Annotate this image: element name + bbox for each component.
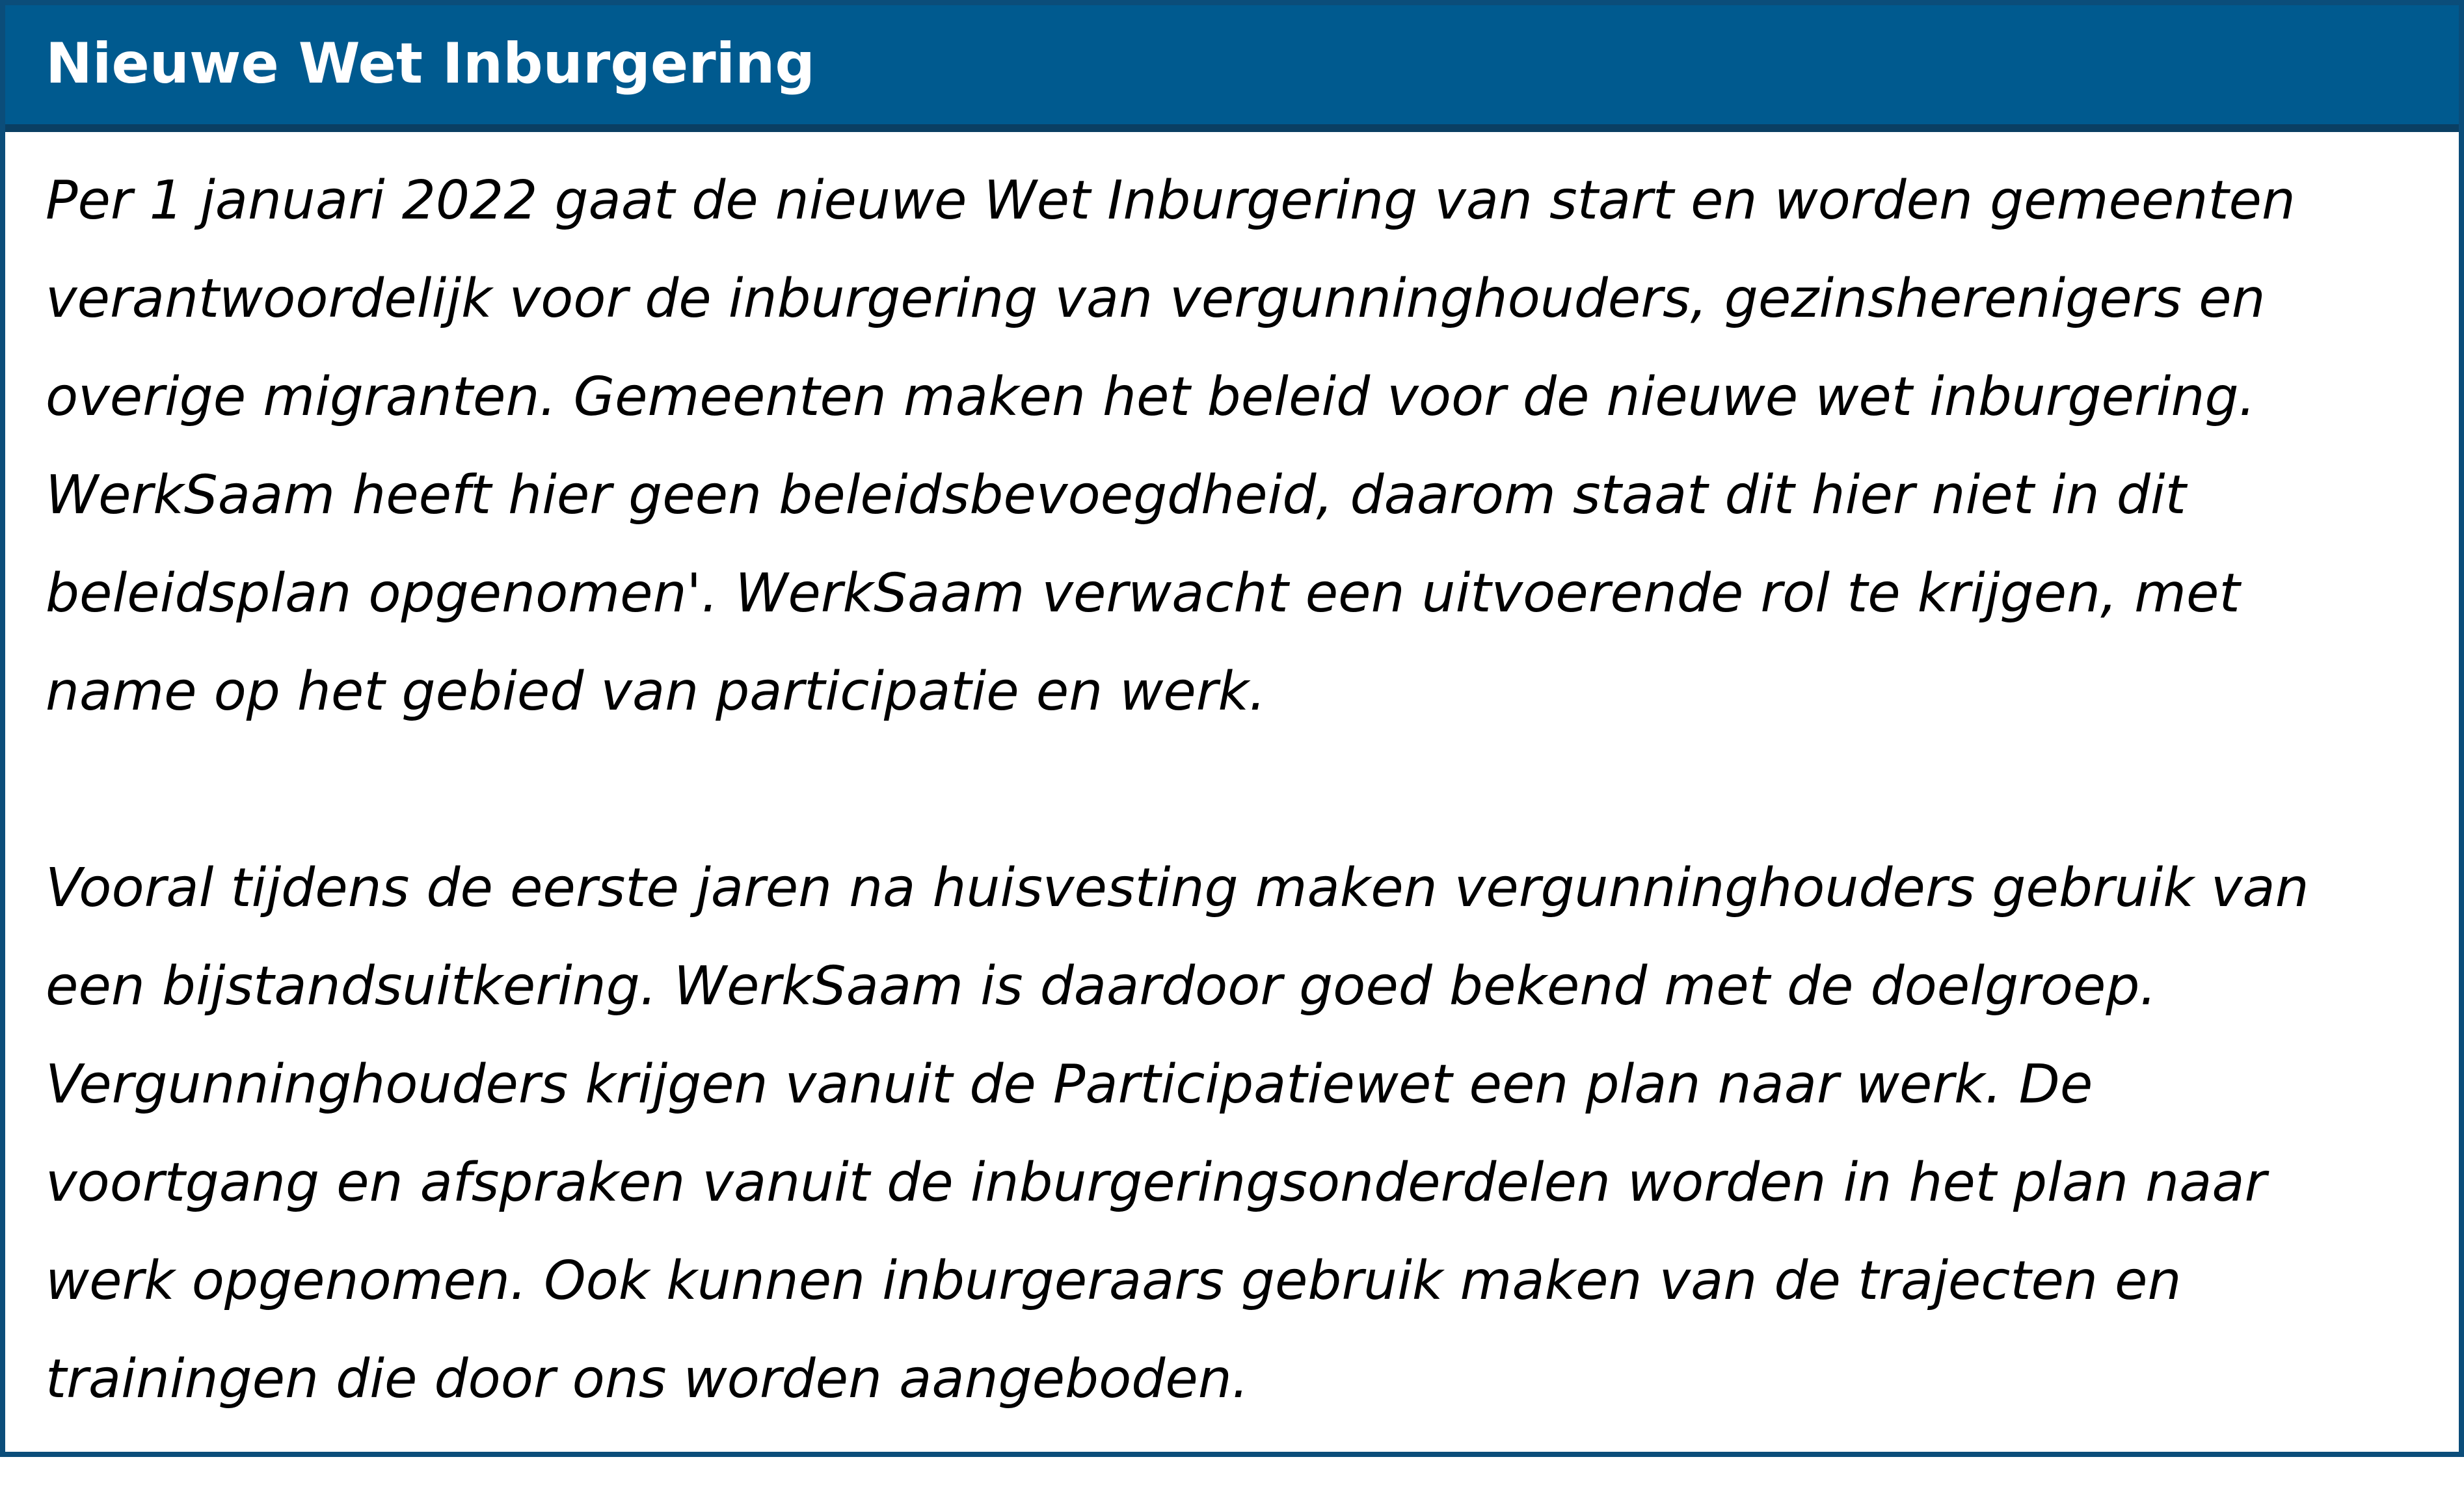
text-line: name op het gebied van participatie en werk. bbox=[46, 661, 1266, 723]
text-line: verantwoordelijk voor de inburgering van vergunninghouders, gezinsherenigers en bbox=[46, 268, 2266, 330]
text-line: een bijstandsuitkering. WerkSaam is daardoor goed bekend met de doelgroep. bbox=[46, 955, 2157, 1017]
text-line: Per 1 januari 2022 gaat de nieuwe Wet Inburgering van start en worden gemeenten bbox=[46, 170, 2296, 232]
text-line: beleidsplan opgenomen'. WerkSaam verwacht een uitvoerende rol te krijgen, met bbox=[46, 563, 2240, 624]
text-line: Vooral tijdens de eerste jaren na huisvesting maken vergunninghouders gebruik van bbox=[46, 857, 2309, 919]
paragraph bbox=[46, 839, 2426, 1428]
info-box-title: Nieuwe Wet Inburgering bbox=[46, 31, 815, 96]
text-line: werk opgenomen. Ook kunnen inburgeraars gebruik maken van de trajecten en bbox=[46, 1250, 2182, 1312]
text-line: overige migranten. Gemeenten maken het beleid voor de nieuwe wet inburgering. bbox=[46, 366, 2256, 428]
text-line: WerkSaam heeft hier geen beleidsbevoegdheid, daarom staat dit hier niet in dit bbox=[46, 464, 2186, 526]
text-line: Vergunninghouders krijgen vanuit de Participatiewet een plan naar werk. De bbox=[46, 1054, 2093, 1115]
paragraph bbox=[46, 152, 2426, 741]
text-line: voortgang en afspraken vanuit de inburgeringsonderdelen worden in het plan naar bbox=[46, 1152, 2267, 1214]
text-line: trainingen die door ons worden aangeboden. bbox=[46, 1348, 1249, 1410]
info-box-body bbox=[46, 152, 2426, 1428]
info-box-header bbox=[5, 5, 2459, 132]
